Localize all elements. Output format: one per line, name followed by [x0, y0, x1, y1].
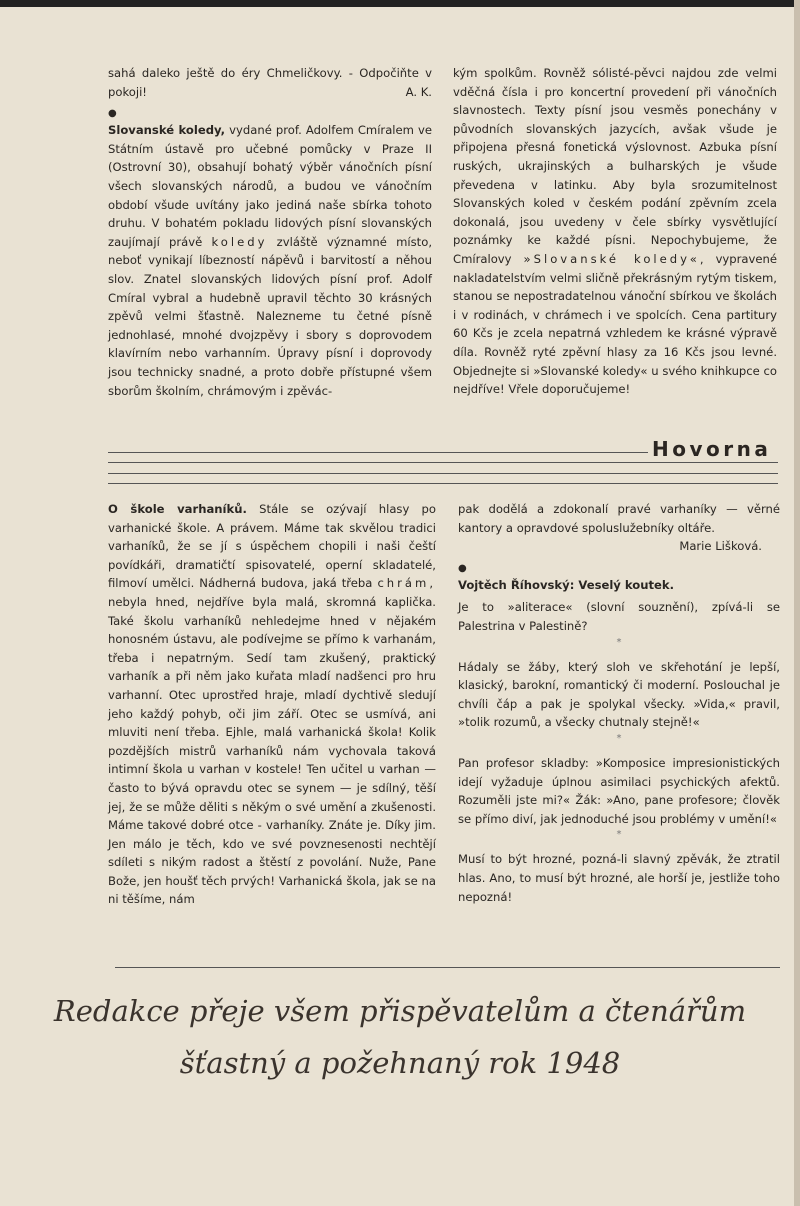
varhanici-text-2: nebyla hned, nejdříve byla malá, skromná kaplička. Také školu varhaníků nehledejme hned v nějakém honosném ústavu, ale podívejme se přímo k varhanám, třeba i nepatrným. Sedí tam zkušený, praktický varhaník a při něm jako kuřata mladí nadšenci pro hru varhanní. Otec uprostřed hraje, mladí dychtivě sledují jeho každý pohyb, oči jim září. Otec se usmívá, ani mluviti není třeba. Ejhle, malá varhanická škola! Kolik pozdějších mistrů varhaníků nám vychovala taková intimní škola u varhan v kostele! Ten učitel u varhan — často to bývá opravdu otec se synem — je sdílný, těší jej, že se může děliti s někým o své umění a zkušenosti. Máme takové dobré otce - varhaníky. Znáte je. Díky jim. Jen málo je těch, kdo ve své povznesenosti nechtějí sdíleti s nikým radost a štěstí z povolání. Nuže, Pane Bože, jen houšť těch prvých! Varhanická škola, jak se na ni těšíme, nám	[108, 594, 436, 907]
joke-2: Hádaly se žáby, který sloh ve skřehotání je lepší, klasický, barokní, romantický či moderní. Poslouchal je chvíli čáp a pak je spolykal všecky. »Vida,« pravil, »tolik rozumů, a všecky chutnaly stejně!«	[458, 659, 780, 730]
column-left-bottom	[108, 500, 436, 909]
koledy-article-text-1: vydané prof. Adolfem Cmíralem ve Státním ústavě pro učebné pomůcky v Praze II (Ostrovní 30), obsahují bohatý výběr vánočních písní všech slovanských národů, a budou ve vánočním období všude uvítány jako jediná naše sbírka tohoto druhu. V bohatém pokladu lidových písní slovanských zaujímají právě	[108, 123, 433, 249]
column-right-bottom	[458, 500, 780, 906]
koledy-article-title: Slovanské koledy,	[108, 123, 226, 138]
koledy-article-continued	[453, 64, 777, 399]
koledy-continued-text-2: , vypravené nakladatelstvím velmi sličně překrásným rytým tiskem, stanou se nepostradatelnou vánoční sbírkou ve školách i v rodinách, v chrámech i ve spolcích. Cena partitury 60 Kčs je zcela nepatrná vzhledem ke krásné výpravě díla. Rovněž ryté zpěvní hlasy za 16 Kčs jsou levné. Objednejte si »Slovanské koledy« u svého knihkupce co nejdříve! Vřele doporučujeme!	[453, 251, 777, 397]
koledy-article-text-2: zvláště významné místo, neboť vynikají líbezností nápěvů i barvitostí a něhou slov. Znatel slovanských lidových písní prof. Adolf Cmíral vybral a hudebně upravil těchto 30 krásných zpěvů velmi šťastně. Nalezneme tu četné písně jednohlasé, mnohé dvojzpěvy i sbory s doprovodem klavírním nebo varhanním. Úpravy písní i doprovody jsou technicky snadné, a proto dobře přístupné všem sborům školním, chrámovým i zpěvác-	[108, 234, 433, 398]
column-left-top	[108, 64, 432, 400]
closing-line-1: Redakce přeje všem přispěvatelům a čtenářům	[53, 994, 747, 1028]
closing-rule	[115, 967, 780, 968]
section-marker: ●	[108, 108, 117, 120]
intro-text: sahá daleko ještě do éry Chmeličkovy. - Odpočiňte v pokoji!	[108, 66, 432, 99]
chram-emphasis: chrám,	[377, 576, 437, 591]
varhanici-text-1: Stále se ozývají hlasy po varhanické škole. A právem. Máme tak skvělou tradici varhaníků, že se jí s úspěchem chopili i naši čeští povídkáři, dramatičtí spisovatelé, operní skladatelé, filmoví umělci. Nádherná budova, jaká třeba	[108, 502, 436, 591]
separator-star-3: *	[616, 829, 622, 841]
humor-title: Vojtěch Říhovský: Veselý koutek.	[458, 577, 675, 592]
separator-star-1: *	[616, 636, 622, 648]
intro-signature: A. K.	[405, 84, 432, 99]
varhanici-article-title: O škole varhaníků.	[108, 502, 247, 516]
joke-1: Je to »aliterace« (slovní souznění), zpívá-li se Palestrina v Palestině?	[458, 600, 780, 633]
koledy-article	[108, 121, 432, 400]
closing-line-2: šťastný a požehnaný rok 1948	[179, 1046, 621, 1080]
joke-4: Musí to být hrozné, pozná-li slavný zpěvák, že ztratil hlas. Ano, to musí být hrozné, ale horší je, jestliže toho nepozná!	[458, 852, 780, 904]
koledy-emphasis: koledy	[211, 234, 268, 249]
header-rule-2	[108, 462, 778, 463]
koledy-continued-text-1: kým spolkům. Rovněž sólisté-pěvci najdou zde velmi vděčná čísla i pro koncertní provedení při vánočních slavnostech. Texty písní jsou vesměs ponechány v původních slovanských jazycích, avšak všude je připojena přesná fonetická výslovnost. Azbuka písní ruských, ukrajinských a bulharských je všude převedena v latinku. Aby byla srozumitelnost Slovanských koled v českém podání zpěvním zcela dokonalá, jsou uvedeny v čele sbírky vysvětlující poznámky ke každé písni. Nepochybujeme, že Cmíralovy	[453, 66, 777, 266]
header-rule-4	[108, 483, 778, 484]
page-top-edge	[0, 0, 800, 7]
header-rule-1	[108, 452, 648, 453]
varhanici-continued: pak dodělá a zdokonalí pravé varhaníky — věrné kantory a opravdové spoluslužebníky oltáře.	[458, 502, 780, 535]
header-rule-3	[108, 473, 778, 474]
koledy-quoted-title: »Slovanské koledy«	[523, 251, 700, 266]
separator-star-2: *	[616, 732, 622, 744]
section-marker-2: ●	[458, 562, 467, 574]
section-title: Hovorna	[652, 437, 772, 461]
varhanici-signature: Marie Lišková.	[679, 539, 762, 554]
varhanici-article	[108, 500, 436, 909]
joke-3: Pan profesor skladby: »Komposice impresionistických idejí vyžaduje úplnou asimilaci psychických afektů. Rozuměli jste mi?« Žák: »Ano, pane profesore; člověk se přímo diví, jak jednoduché jsou problémy v umění!«	[458, 755, 780, 826]
column-right-top	[453, 64, 777, 399]
